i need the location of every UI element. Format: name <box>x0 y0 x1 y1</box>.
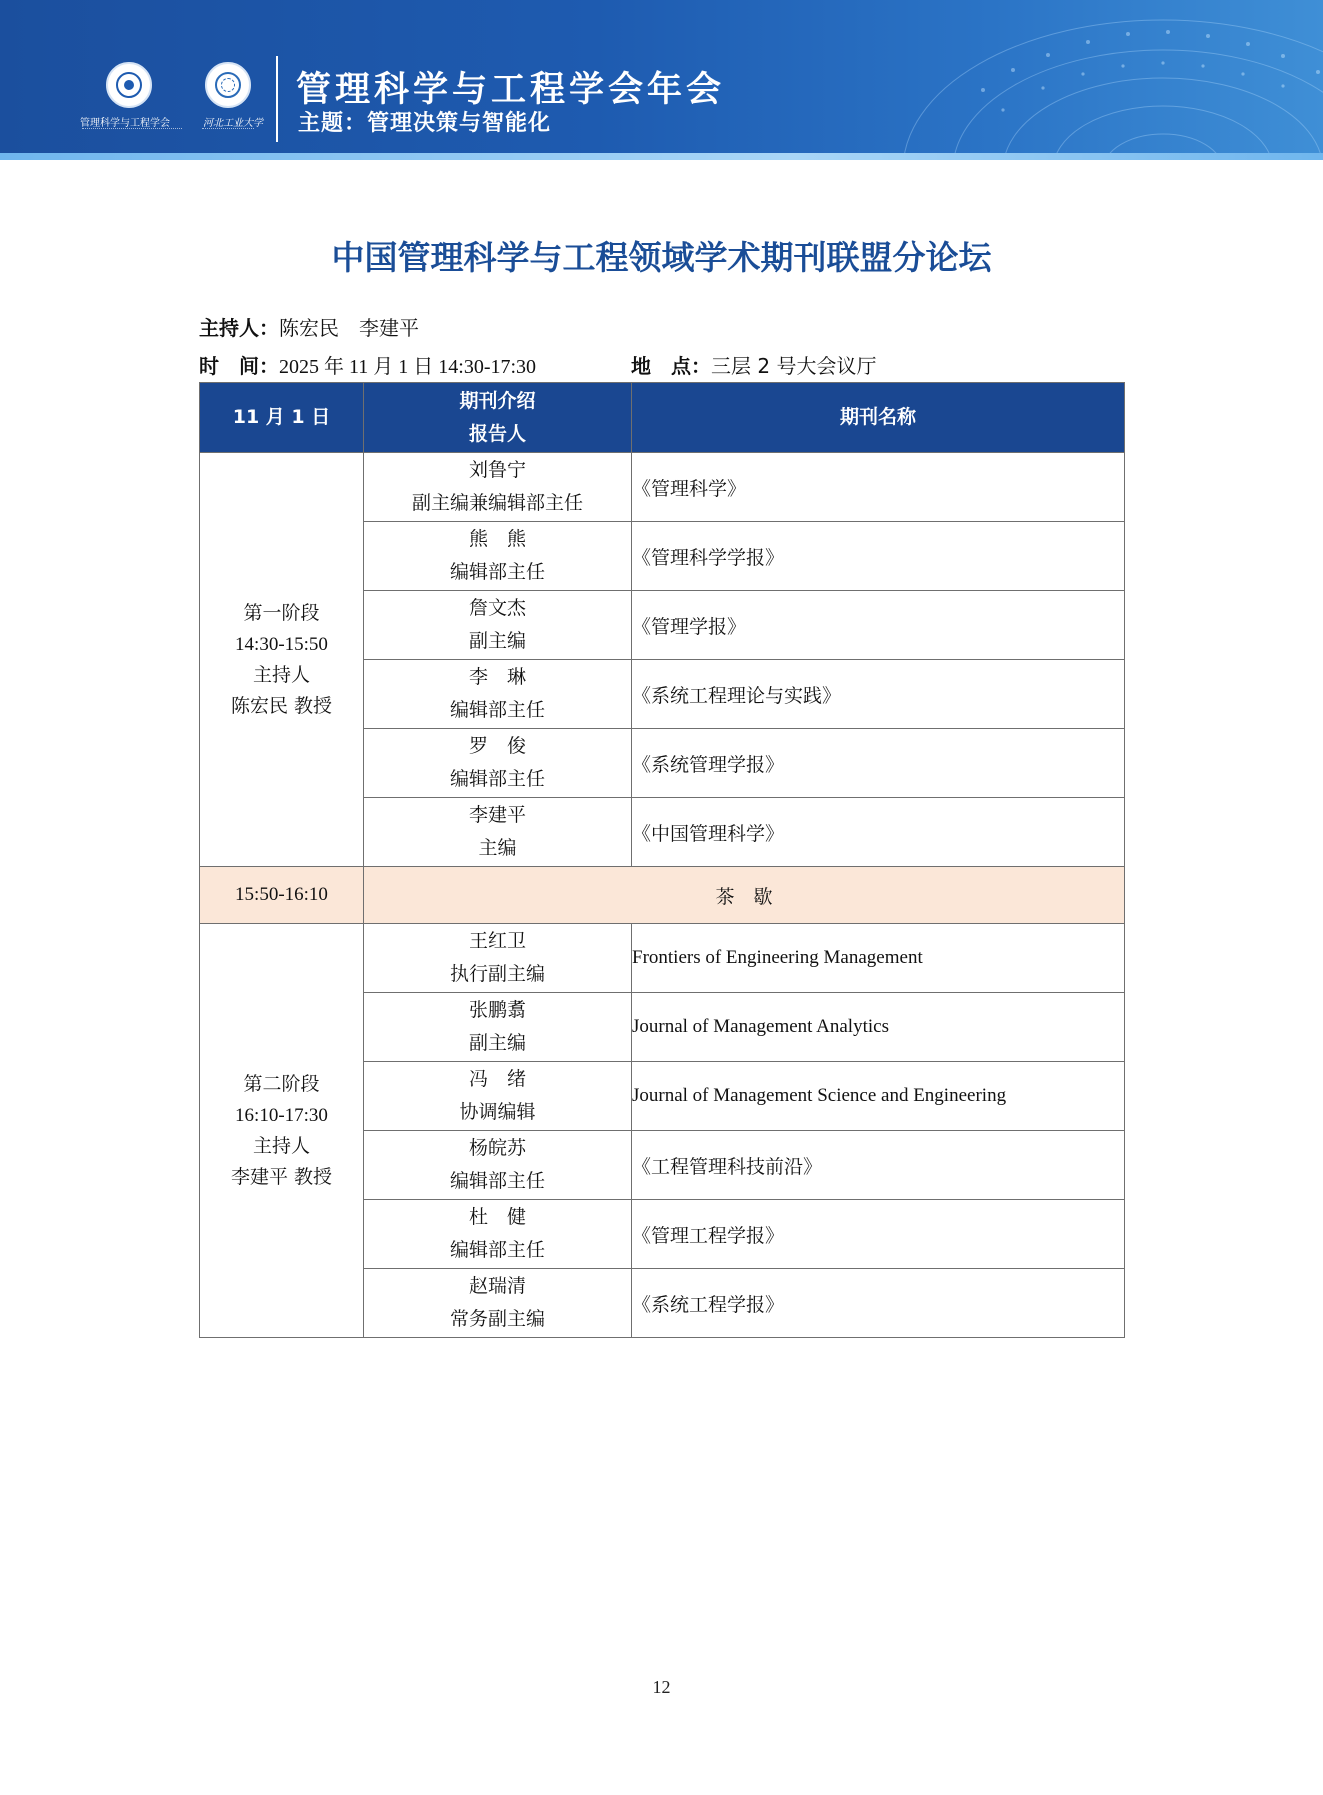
host-label: 主持人： <box>199 316 279 340</box>
stage2-cell <box>200 924 364 1338</box>
tea-break-row <box>200 867 1125 924</box>
reporter-cell <box>364 1131 632 1200</box>
reporter-title: 编辑部主任 <box>449 561 545 583</box>
banner-stripe <box>0 153 1323 160</box>
forum-title: 中国管理科学与工程领域学术期刊联盟分论坛 <box>331 238 992 277</box>
stage1-name: 第一阶段 <box>243 601 320 624</box>
journal-name: Journal of Management Analytics <box>632 993 1125 1062</box>
table-row <box>200 453 1125 522</box>
university-seal-icon <box>205 62 251 108</box>
society-logo-icon <box>106 62 152 108</box>
reporter-cell <box>364 453 632 522</box>
reporter-cell <box>364 522 632 591</box>
society-logo-subtext <box>82 128 182 132</box>
journal-name: 《管理工程学报》 <box>632 1200 1125 1269</box>
reporter-title: 副主编 <box>468 1032 526 1054</box>
break-time: 15:50-16:10 <box>200 867 364 924</box>
reporter-name: 张鹏翥 <box>468 999 526 1021</box>
reporter-name: 冯 绪 <box>468 1068 526 1090</box>
journal-name: 《管理学报》 <box>632 591 1125 660</box>
header-date: 11 月 1 日 <box>200 383 364 453</box>
header-reporter-line2: 报告人 <box>468 422 526 445</box>
reporter-name: 杜 健 <box>468 1206 526 1228</box>
header-reporter-line1: 期刊介绍 <box>459 389 536 412</box>
university-logo-subtext <box>202 128 254 132</box>
time-line <box>199 350 536 379</box>
time-label: 时 间： <box>199 354 279 378</box>
reporter-title: 编辑部主任 <box>449 1170 545 1192</box>
reporter-title: 编辑部主任 <box>449 768 545 790</box>
journal-name: 《系统工程理论与实践》 <box>632 660 1125 729</box>
journal-name: 《系统管理学报》 <box>632 729 1125 798</box>
reporter-name: 刘鲁宁 <box>468 459 526 481</box>
reporter-title: 主编 <box>478 837 517 859</box>
reporter-cell <box>364 993 632 1062</box>
stage2-time: 16:10-17:30 <box>235 1104 328 1126</box>
location-label: 地 点： <box>631 354 711 378</box>
reporter-title: 执行副主编 <box>449 963 545 985</box>
journal-name: Frontiers of Engineering Management <box>632 924 1125 993</box>
header-journal: 期刊名称 <box>632 383 1125 453</box>
reporter-name: 赵瑞清 <box>468 1275 526 1297</box>
journal-name: 《系统工程学报》 <box>632 1269 1125 1338</box>
reporter-title: 副主编 <box>468 630 526 652</box>
stage1-time: 14:30-15:50 <box>235 633 328 655</box>
schedule-table <box>199 382 1125 1338</box>
reporter-cell <box>364 924 632 993</box>
reporter-name: 熊 熊 <box>468 528 526 550</box>
table-header-row <box>200 383 1125 453</box>
reporter-name: 杨皖苏 <box>468 1137 526 1159</box>
reporter-cell <box>364 729 632 798</box>
journal-name: 《管理科学》 <box>632 453 1125 522</box>
journal-name: Journal of Management Science and Engineering <box>632 1062 1125 1131</box>
reporter-cell <box>364 798 632 867</box>
reporter-cell <box>364 660 632 729</box>
reporter-name: 王红卫 <box>468 930 526 952</box>
table-row <box>200 924 1125 993</box>
journal-name: 《管理科学学报》 <box>632 522 1125 591</box>
time-value: 2025 年 11 月 1 日 14:30-17:30 <box>279 356 537 378</box>
reporter-cell <box>364 591 632 660</box>
header-reporter <box>364 383 632 453</box>
reporter-cell <box>364 1200 632 1269</box>
reporter-title: 常务副主编 <box>449 1308 545 1330</box>
stage2-host: 李建平 教授 <box>230 1165 333 1188</box>
university-logo-caption: 河北工业大学 <box>203 118 263 129</box>
reporter-title: 副主编兼编辑部主任 <box>411 492 583 514</box>
stage2-host-label: 主持人 <box>252 1134 310 1157</box>
host-names: 陈宏民 李建平 <box>279 316 419 340</box>
location-value: 三层 2 号大会议厅 <box>711 354 877 378</box>
reporter-cell <box>364 1269 632 1338</box>
conference-title: 管理科学与工程学会年会 <box>296 70 726 110</box>
reporter-name: 李建平 <box>468 804 526 826</box>
society-logo-caption: 管理科学与工程学会 <box>80 118 170 129</box>
reporter-name: 詹文杰 <box>468 597 526 619</box>
globe-decoration-icon <box>863 0 1323 160</box>
stage1-host-label: 主持人 <box>252 663 310 686</box>
stage1-cell <box>200 453 364 867</box>
reporter-title: 协调编辑 <box>459 1101 536 1123</box>
host-line <box>199 312 419 341</box>
header-banner <box>0 0 1323 160</box>
stage1-host: 陈宏民 教授 <box>230 694 333 717</box>
reporter-title: 编辑部主任 <box>449 1239 545 1261</box>
location-line <box>631 350 876 379</box>
journal-name: 《工程管理科技前沿》 <box>632 1131 1125 1200</box>
conference-theme: 主题：管理决策与智能化 <box>298 111 552 136</box>
stage2-name: 第二阶段 <box>243 1072 320 1095</box>
journal-name: 《中国管理科学》 <box>632 798 1125 867</box>
reporter-name: 李 琳 <box>468 666 526 688</box>
page-number: 12 <box>652 1677 671 1697</box>
break-label: 茶 歇 <box>364 867 1125 924</box>
reporter-title: 编辑部主任 <box>449 699 545 721</box>
reporter-name: 罗 俊 <box>468 735 526 757</box>
reporter-cell <box>364 1062 632 1131</box>
banner-divider <box>276 56 278 142</box>
